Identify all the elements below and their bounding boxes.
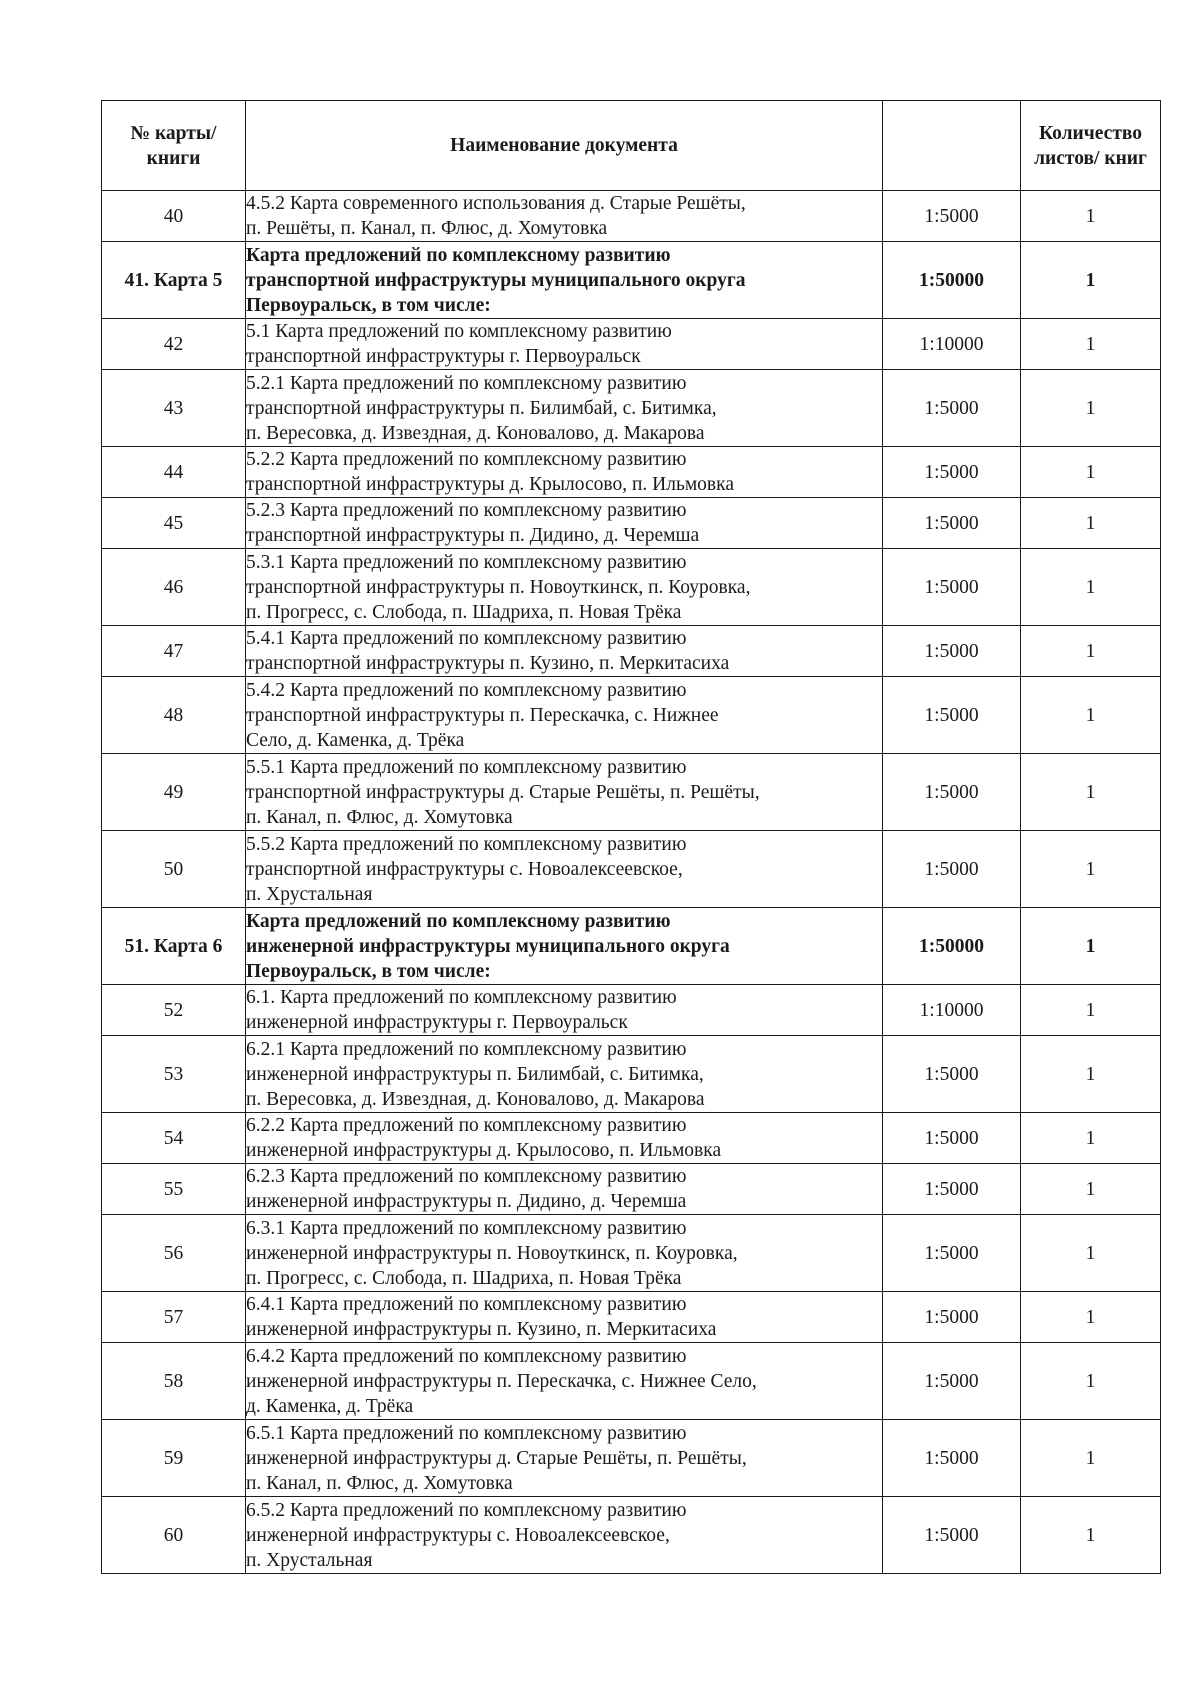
scale-cell: 1:5000 xyxy=(883,1420,1021,1497)
sheet-count-cell: 1 xyxy=(1021,985,1161,1036)
document-name-cell: 5.2.3 Карта предложений по комплексному развитию транспортной инфраструктуры п. Дидино, д. Черемша xyxy=(246,498,883,549)
table-row xyxy=(102,1343,1161,1420)
table-row xyxy=(102,1292,1161,1343)
table-header-row xyxy=(102,101,1161,191)
sheet-count-cell: 1 xyxy=(1021,1343,1161,1420)
map-number-cell: 53 xyxy=(102,1036,246,1113)
table-row xyxy=(102,626,1161,677)
map-number-cell: 50 xyxy=(102,831,246,908)
document-name-cell: 6.2.3 Карта предложений по комплексному развитию инженерной инфраструктуры п. Дидино, д. Черемша xyxy=(246,1164,883,1215)
document-name-cell: 4.5.2 Карта современного использования д. Старые Решёты, п. Решёты, п. Канал, п. Флюс, д. Хомутовка xyxy=(246,191,883,242)
map-number-cell: 41. Карта 5 xyxy=(102,242,246,319)
map-number-cell: 54 xyxy=(102,1113,246,1164)
sheet-count-cell: 1 xyxy=(1021,1420,1161,1497)
map-number-cell: 57 xyxy=(102,1292,246,1343)
scale-cell: 1:5000 xyxy=(883,549,1021,626)
map-number-cell: 55 xyxy=(102,1164,246,1215)
sheet-count-cell: 1 xyxy=(1021,754,1161,831)
map-number-cell: 45 xyxy=(102,498,246,549)
table-row xyxy=(102,1036,1161,1113)
sheet-count-cell: 1 xyxy=(1021,319,1161,370)
map-number-cell: 49 xyxy=(102,754,246,831)
document-name-cell: 6.2.1 Карта предложений по комплексному развитию инженерной инфраструктуры п. Билимбай, с. Битимка, п. Вересовка, д. Извездная, д. Коновалово, д. Макарова xyxy=(246,1036,883,1113)
sheet-count-cell: 1 xyxy=(1021,677,1161,754)
sheet-count-cell: 1 xyxy=(1021,370,1161,447)
sheet-count-cell: 1 xyxy=(1021,1113,1161,1164)
scale-cell: 1:5000 xyxy=(883,1292,1021,1343)
document-name-cell: 6.4.2 Карта предложений по комплексному развитию инженерной инфраструктуры п. Перескачка, с. Нижнее Село, д. Каменка, д. Трёка xyxy=(246,1343,883,1420)
document-name-cell: 5.2.2 Карта предложений по комплексному развитию транспортной инфраструктуры д. Крылосово, п. Ильмовка xyxy=(246,447,883,498)
map-number-cell: 56 xyxy=(102,1215,246,1292)
document-name-cell: 5.2.1 Карта предложений по комплексному развитию транспортной инфраструктуры п. Билимбай, с. Битимка, п. Вересовка, д. Извездная, д. Коновалово, д. Макарова xyxy=(246,370,883,447)
map-number-cell: 40 xyxy=(102,191,246,242)
scale-cell: 1:5000 xyxy=(883,677,1021,754)
document-name-cell: Карта предложений по комплексному развитию транспортной инфраструктуры муниципального округа Первоуральск, в том числе: xyxy=(246,242,883,319)
header-map-number: № карты/ книги xyxy=(102,101,246,191)
sheet-count-cell: 1 xyxy=(1021,1497,1161,1574)
scale-cell: 1:5000 xyxy=(883,1113,1021,1164)
header-document-name: Наименование документа xyxy=(246,101,883,191)
sheet-count-cell: 1 xyxy=(1021,1164,1161,1215)
sheet-count-cell: 1 xyxy=(1021,831,1161,908)
scale-cell: 1:5000 xyxy=(883,498,1021,549)
table-row xyxy=(102,242,1161,319)
scale-cell: 1:5000 xyxy=(883,1215,1021,1292)
table-row xyxy=(102,908,1161,985)
map-number-cell: 52 xyxy=(102,985,246,1036)
map-number-cell: 46 xyxy=(102,549,246,626)
document-name-cell: 6.3.1 Карта предложений по комплексному развитию инженерной инфраструктуры п. Новоуткинск, п. Коуровка, п. Прогресс, с. Слобода, п. Шадриха, п. Новая Трёка xyxy=(246,1215,883,1292)
table-row xyxy=(102,319,1161,370)
table-row xyxy=(102,754,1161,831)
table-row xyxy=(102,447,1161,498)
scale-cell: 1:10000 xyxy=(883,319,1021,370)
sheet-count-cell: 1 xyxy=(1021,242,1161,319)
table-row xyxy=(102,831,1161,908)
documents-table xyxy=(101,100,1161,1574)
document-name-cell: 5.5.1 Карта предложений по комплексному развитию транспортной инфраструктуры д. Старые Решёты, п. Решёты, п. Канал, п. Флюс, д. Хомутовка xyxy=(246,754,883,831)
scale-cell: 1:5000 xyxy=(883,191,1021,242)
scale-cell: 1:50000 xyxy=(883,242,1021,319)
document-name-cell: 6.4.1 Карта предложений по комплексному развитию инженерной инфраструктуры п. Кузино, п. Меркитасиха xyxy=(246,1292,883,1343)
header-scale xyxy=(883,101,1021,191)
table-row xyxy=(102,498,1161,549)
sheet-count-cell: 1 xyxy=(1021,447,1161,498)
scale-cell: 1:5000 xyxy=(883,754,1021,831)
document-name-cell: 6.5.2 Карта предложений по комплексному развитию инженерной инфраструктуры с. Новоалексеевское, п. Хрустальная xyxy=(246,1497,883,1574)
table-row xyxy=(102,1164,1161,1215)
document-name-cell: 5.3.1 Карта предложений по комплексному развитию транспортной инфраструктуры п. Новоуткинск, п. Коуровка, п. Прогресс, с. Слобода, п. Шадриха, п. Новая Трёка xyxy=(246,549,883,626)
sheet-count-cell: 1 xyxy=(1021,549,1161,626)
table-row xyxy=(102,1113,1161,1164)
table-row xyxy=(102,1497,1161,1574)
map-number-cell: 43 xyxy=(102,370,246,447)
scale-cell: 1:5000 xyxy=(883,447,1021,498)
table-row xyxy=(102,677,1161,754)
map-number-cell: 51. Карта 6 xyxy=(102,908,246,985)
header-sheet-count: Количество листов/ книг xyxy=(1021,101,1161,191)
sheet-count-cell: 1 xyxy=(1021,498,1161,549)
document-name-cell: 6.5.1 Карта предложений по комплексному развитию инженерной инфраструктуры д. Старые Решёты, п. Решёты, п. Канал, п. Флюс, д. Хомутовка xyxy=(246,1420,883,1497)
map-number-cell: 47 xyxy=(102,626,246,677)
document-name-cell: Карта предложений по комплексному развитию инженерной инфраструктуры муниципального округа Первоуральск, в том числе: xyxy=(246,908,883,985)
scale-cell: 1:10000 xyxy=(883,985,1021,1036)
sheet-count-cell: 1 xyxy=(1021,191,1161,242)
document-name-cell: 5.4.1 Карта предложений по комплексному развитию транспортной инфраструктуры п. Кузино, п. Меркитасиха xyxy=(246,626,883,677)
scale-cell: 1:5000 xyxy=(883,370,1021,447)
table-row xyxy=(102,1215,1161,1292)
map-number-cell: 59 xyxy=(102,1420,246,1497)
sheet-count-cell: 1 xyxy=(1021,626,1161,677)
scale-cell: 1:50000 xyxy=(883,908,1021,985)
sheet-count-cell: 1 xyxy=(1021,1292,1161,1343)
table-row xyxy=(102,1420,1161,1497)
sheet-count-cell: 1 xyxy=(1021,1215,1161,1292)
document-name-cell: 5.4.2 Карта предложений по комплексному развитию транспортной инфраструктуры п. Перескачка, с. Нижнее Село, д. Каменка, д. Трёка xyxy=(246,677,883,754)
scale-cell: 1:5000 xyxy=(883,626,1021,677)
sheet-count-cell: 1 xyxy=(1021,1036,1161,1113)
scale-cell: 1:5000 xyxy=(883,1164,1021,1215)
scale-cell: 1:5000 xyxy=(883,1497,1021,1574)
map-number-cell: 44 xyxy=(102,447,246,498)
table-row xyxy=(102,985,1161,1036)
table-row xyxy=(102,370,1161,447)
map-number-cell: 60 xyxy=(102,1497,246,1574)
document-name-cell: 6.2.2 Карта предложений по комплексному развитию инженерной инфраструктуры д. Крылосово, п. Ильмовка xyxy=(246,1113,883,1164)
table-row xyxy=(102,549,1161,626)
document-name-cell: 5.1 Карта предложений по комплексному развитию транспортной инфраструктуры г. Первоуральск xyxy=(246,319,883,370)
map-number-cell: 48 xyxy=(102,677,246,754)
map-number-cell: 58 xyxy=(102,1343,246,1420)
scale-cell: 1:5000 xyxy=(883,1343,1021,1420)
table-row xyxy=(102,191,1161,242)
scale-cell: 1:5000 xyxy=(883,1036,1021,1113)
table-body xyxy=(102,191,1161,1574)
document-name-cell: 5.5.2 Карта предложений по комплексному развитию транспортной инфраструктуры с. Новоалексеевское, п. Хрустальная xyxy=(246,831,883,908)
scale-cell: 1:5000 xyxy=(883,831,1021,908)
sheet-count-cell: 1 xyxy=(1021,908,1161,985)
map-number-cell: 42 xyxy=(102,319,246,370)
document-name-cell: 6.1. Карта предложений по комплексному развитию инженерной инфраструктуры г. Первоуральск xyxy=(246,985,883,1036)
